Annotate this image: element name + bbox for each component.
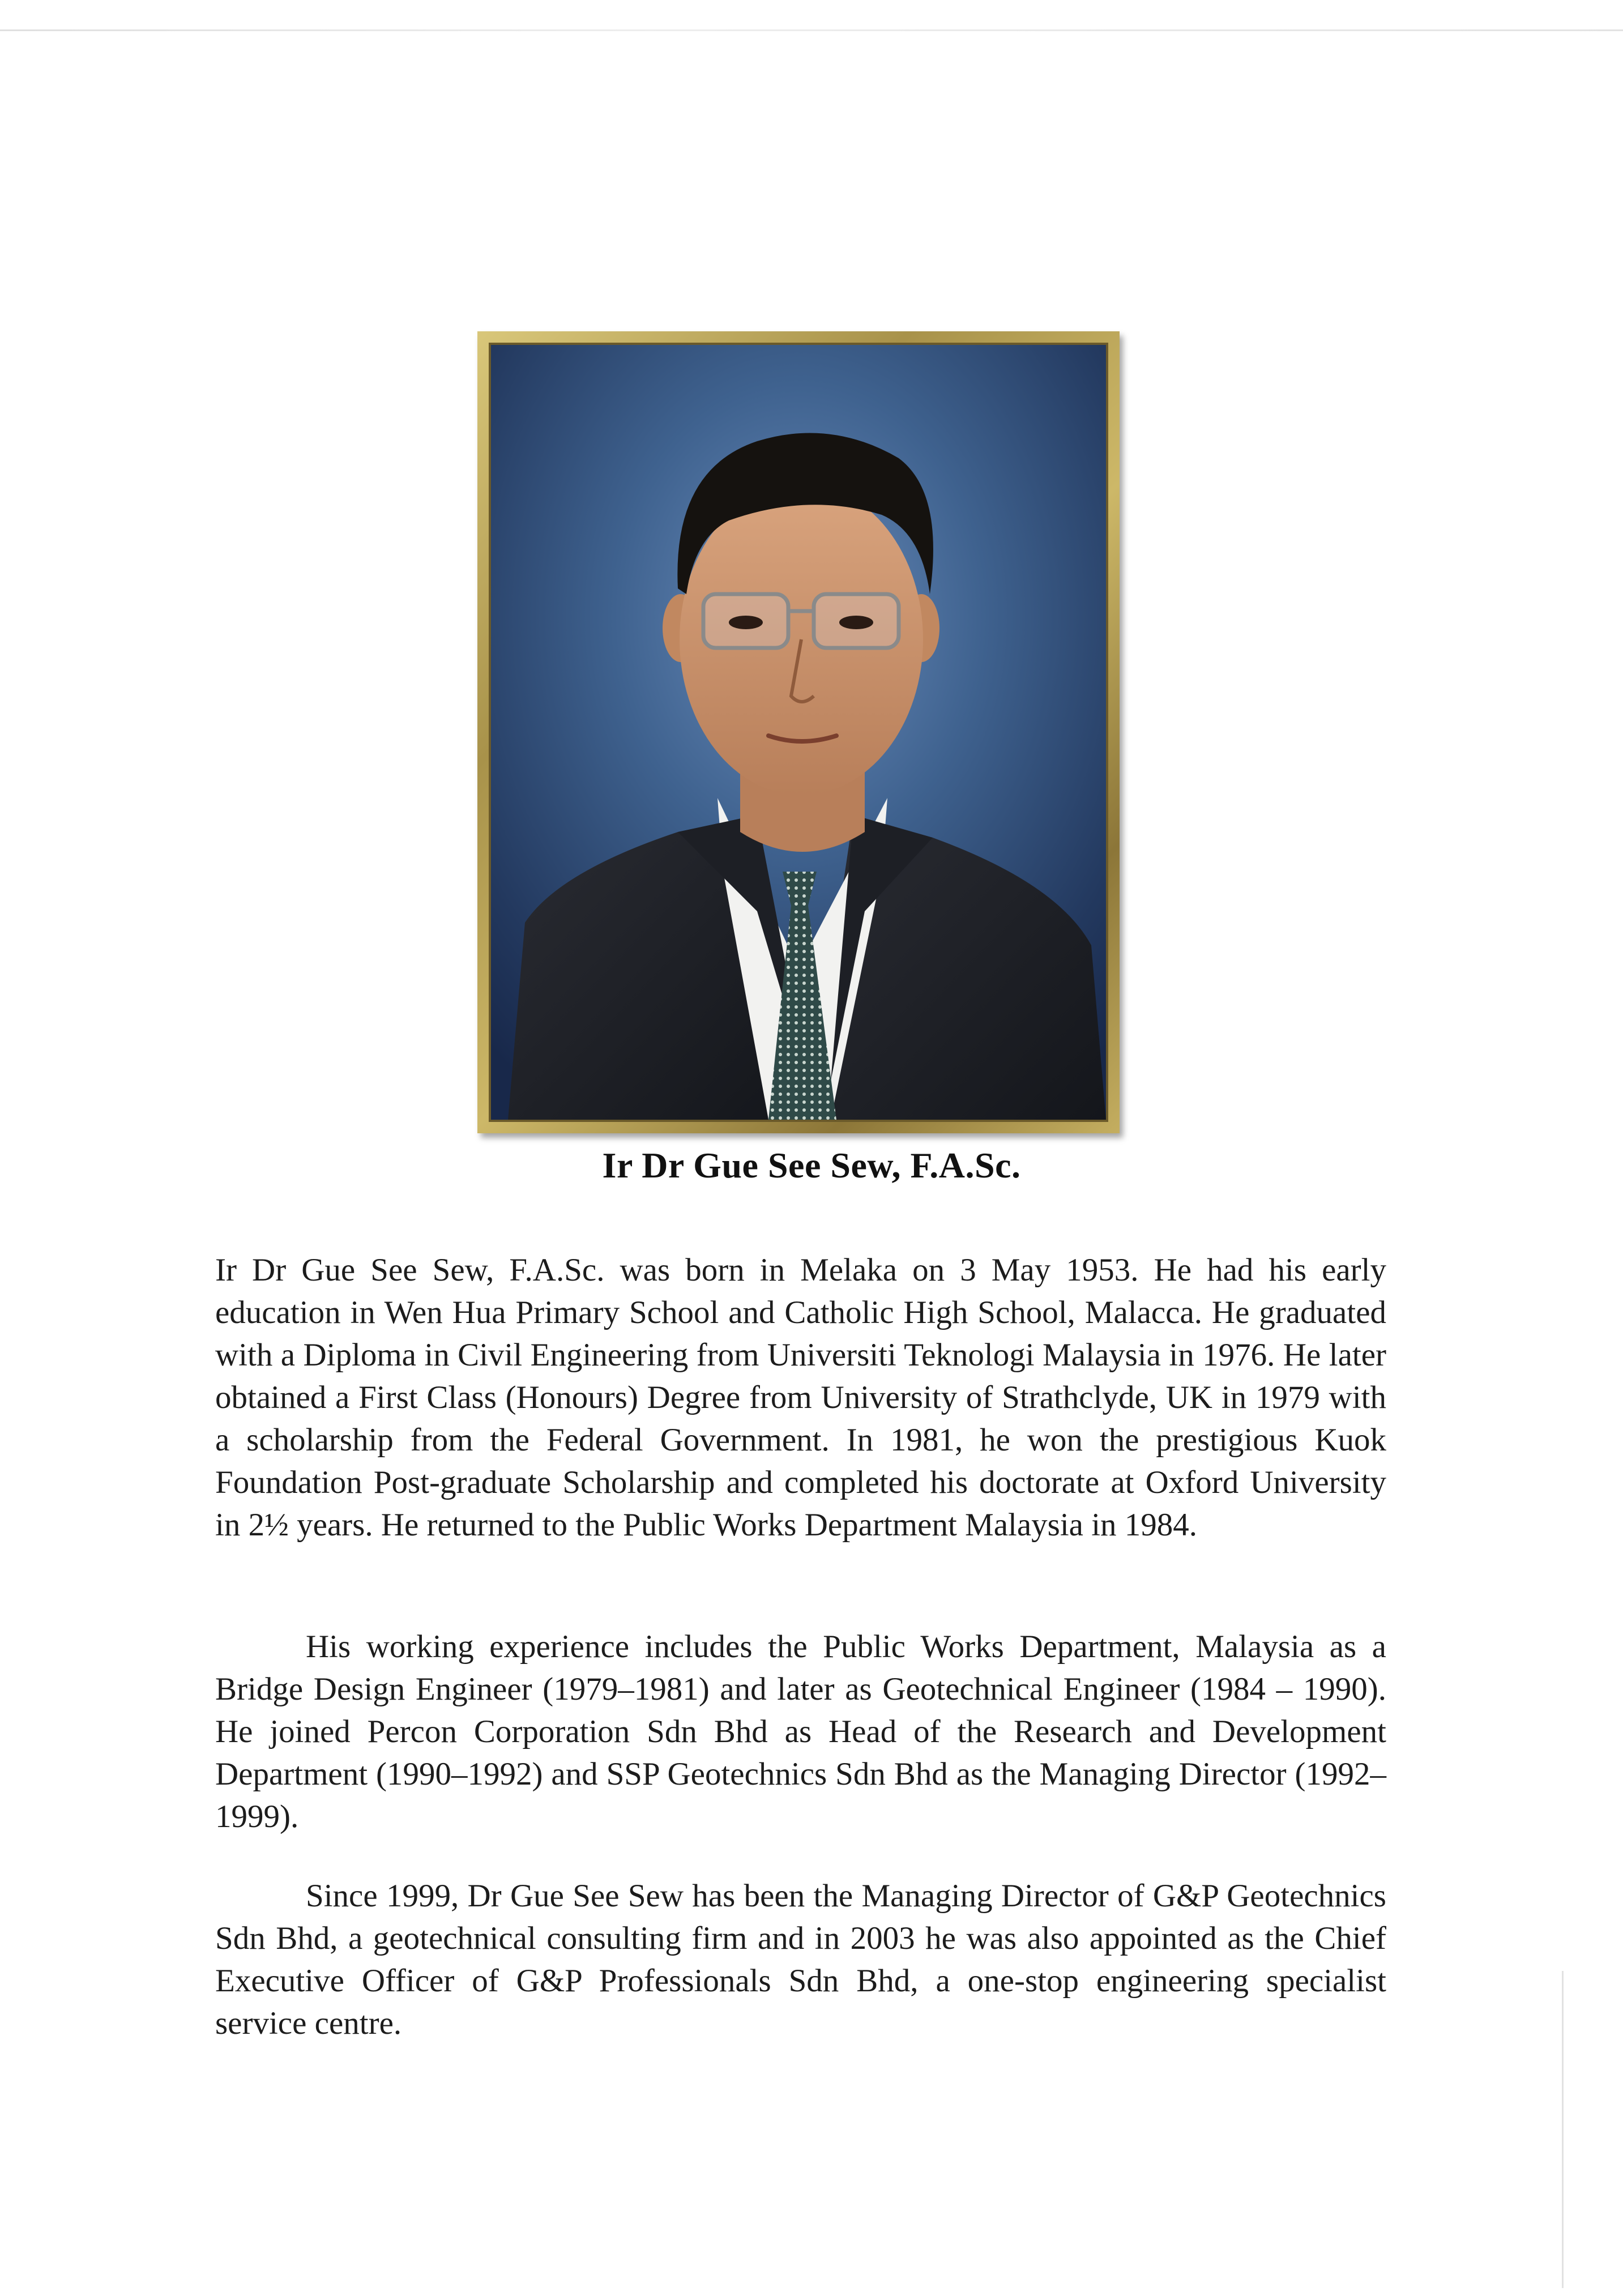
- portrait-illustration: [491, 345, 1106, 1120]
- paragraph-text: His working experience includes the Public Works Department, Malaysia as a Bridge Design Engineer (1979–1981) and later as Geotechnical Engineer (1984 – 1990). He joined Percon Corporation Sdn Bhd as Head of the Research and Development Department (1990–1992) and SSP Geotechnics Sdn Bhd as the Managing Director (1992–1999).: [215, 1629, 1386, 1834]
- biography-paragraph-1: [215, 1249, 1386, 1546]
- scan-edge-right: [1562, 1971, 1564, 2288]
- portrait-photo: [489, 343, 1108, 1122]
- paragraph-text: Ir Dr Gue See Sew, F.A.Sc. was born in Melaka on 3 May 1953. He had his early education in Wen Hua Primary School and Catholic High School, Malacca. He graduated with a Diploma in Civil Engineering from Universiti Teknologi Malaysia in 1976. He later obtained a First Class (Honours) Degree from University of Strathclyde, UK in 1979 with a scholarship from the Federal Government. In 1981, he won the prestigious Kuok Foundation Post-graduate Scholarship and completed his doctorate at Oxford University in 2½ years. He returned to the Public Works Department Malaysia in 1984.: [215, 1252, 1386, 1543]
- portrait-frame: [477, 331, 1120, 1133]
- scan-edge-top: [0, 29, 1623, 31]
- portrait-caption: Ir Dr Gue See Sew, F.A.Sc.: [602, 1145, 1021, 1185]
- paragraph-text: Since 1999, Dr Gue See Sew has been the Managing Director of G&P Geotechnics Sdn Bhd, a geotechnical consulting firm and in 2003 he was also appointed as the Chief Executive Officer of G&P Professionals Sdn Bhd, a one-stop engineering specialist service centre.: [215, 1878, 1386, 2041]
- biography-paragraph-3: [215, 1875, 1386, 2045]
- biography-paragraph-2: [215, 1625, 1386, 1838]
